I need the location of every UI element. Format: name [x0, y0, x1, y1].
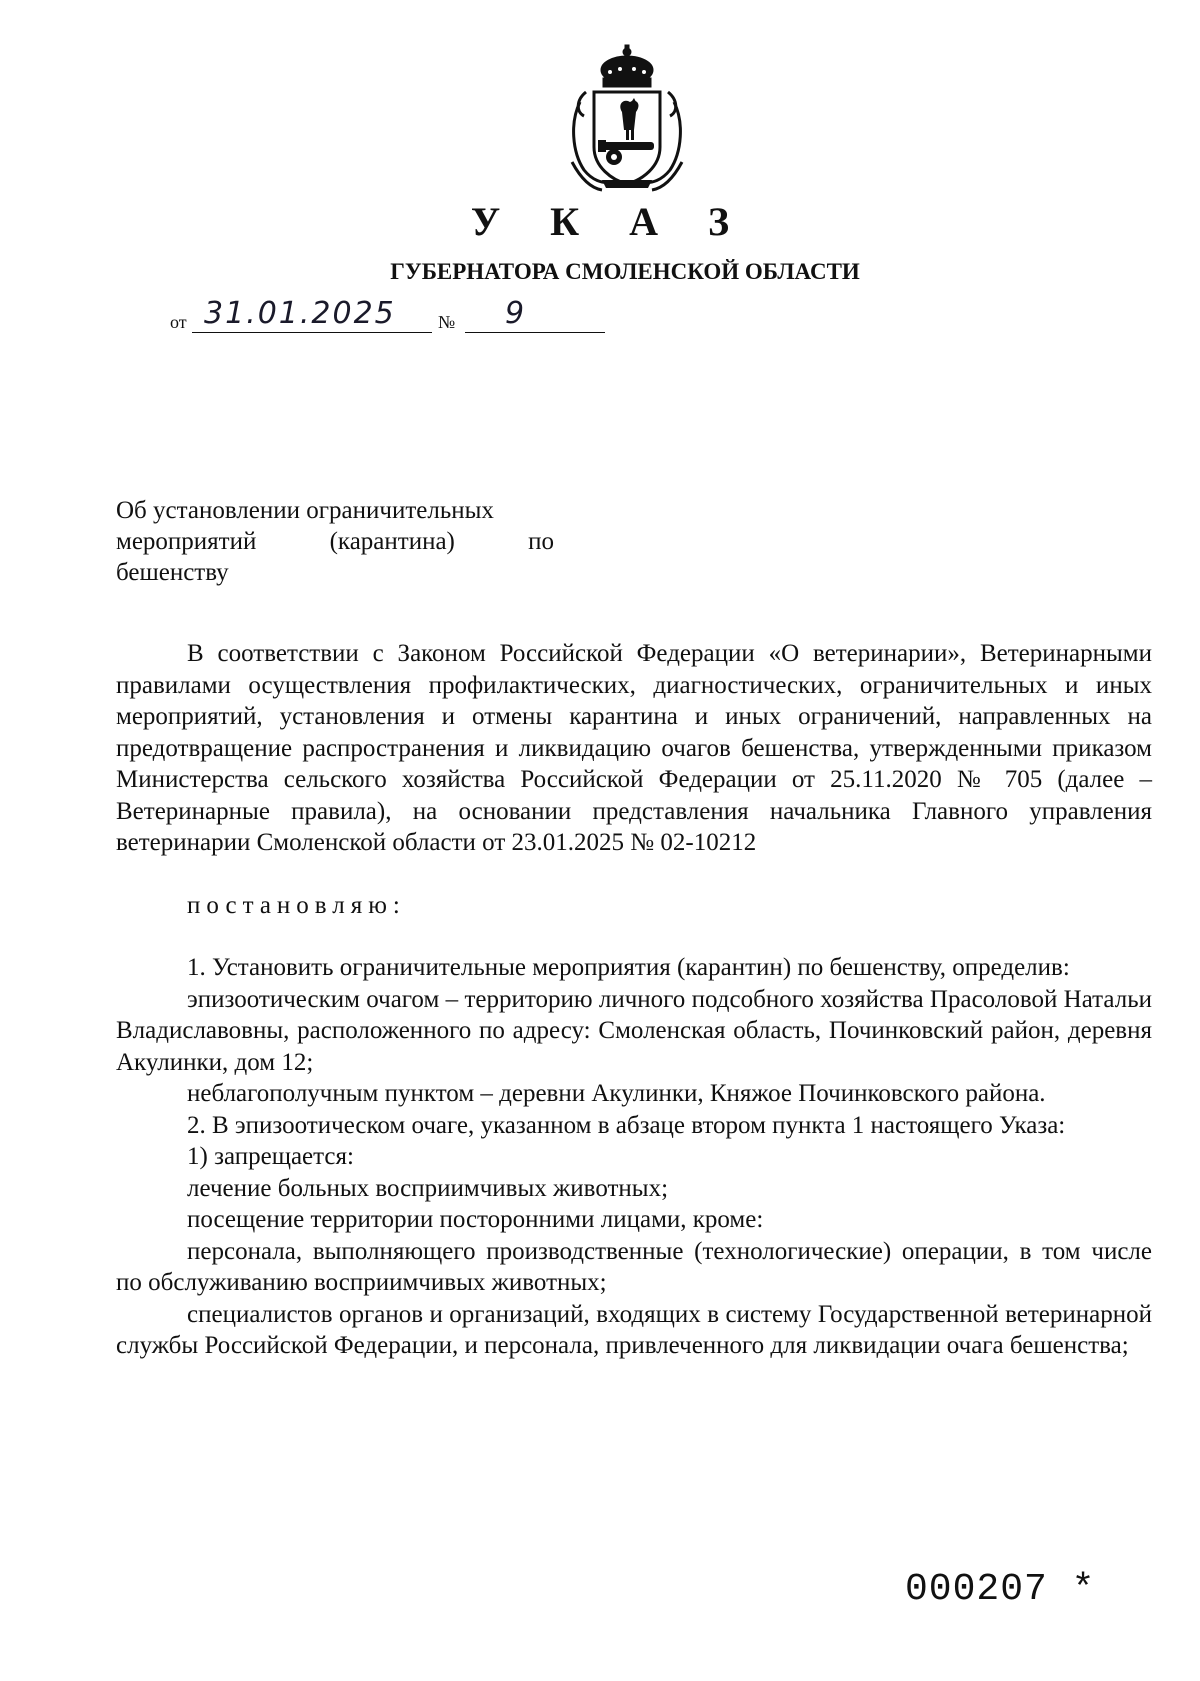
clause-2-1: 1) запрещается:: [187, 1143, 354, 1170]
clause-1-point: неблагополучным пунктом – деревни Акулинки, Княжое Починковского района.: [187, 1080, 1046, 1107]
number-field: [465, 296, 605, 333]
document-subtitle: ГУБЕРНАТОРА СМОЛЕНСКОЙ ОБЛАСТИ: [390, 259, 860, 284]
serial-number: 000207 *: [905, 1568, 1096, 1611]
clause-1: 1. Установить ограничительные мероприятия (карантин) по бешенству, определив:: [187, 954, 1070, 981]
preamble-paragraph: В соответствии с Законом Российской Федерации «О ветеринарии», Ветеринарными правилами осуществления профилактических, диагностических, ограничительных и иных мероприятий, установления и отмены карантина и иных ограничений, направленных на предотвращение распространения и ликвидацию очагов бешенства, утвержденными приказом Министерства сельского хозяйства Российской Федерации от 25.11.2020 № 705 (далее – Ветеринарные правила), на основании представления начальника Главного управления ветеринарии Смоленской области от 23.01.2025 № 02-10212: [116, 640, 1152, 856]
subject-line-3: бешенству: [116, 559, 229, 586]
document-title: У К А З: [470, 199, 750, 244]
clause-2-1-item-b: посещение территории посторонними лицами, кроме:: [187, 1206, 764, 1233]
number-sign-label: №: [438, 312, 456, 332]
date-from-label: от: [170, 312, 187, 332]
clause-2-1-item-c: персонала, выполняющего производственные (технологические) операции, в том числе по обслуживанию восприимчивых животных;: [116, 1237, 1152, 1296]
clause-2-1-item-d: специалистов органов и организаций, входящих в систему Государственной ветеринарной службы Российской Федерации, и персонала, привлеченного для ликвидации очага бешенства;: [116, 1300, 1152, 1359]
decree-word: постановляю:: [187, 891, 406, 919]
date-number-line: [170, 296, 610, 340]
clause-1-focus: эпизоотическим очагом – территорию личного подсобного хозяйства Прасоловой Натальи Владиславовны, расположенного по адресу: Смоленская область, Починковский район, деревня Акулинки, дом 12;: [116, 985, 1152, 1076]
date-field: [192, 296, 432, 333]
subject-line-2: мероприятий (карантина) по: [116, 528, 554, 555]
document-subject: [116, 495, 554, 588]
document-body: [116, 638, 1152, 1362]
clause-2-1-item-a: лечение больных восприимчивых животных;: [187, 1174, 669, 1202]
clause-2: 2. В эпизоотическом очаге, указанном в абзаце втором пункта 1 настоящего Указа:: [187, 1111, 1066, 1139]
subject-line-1: Об установлении ограничительных: [116, 497, 494, 524]
coat-of-arms-icon: [562, 42, 692, 192]
handwritten-date: 31.01.2025: [204, 296, 396, 331]
handwritten-number: 9: [505, 296, 525, 331]
